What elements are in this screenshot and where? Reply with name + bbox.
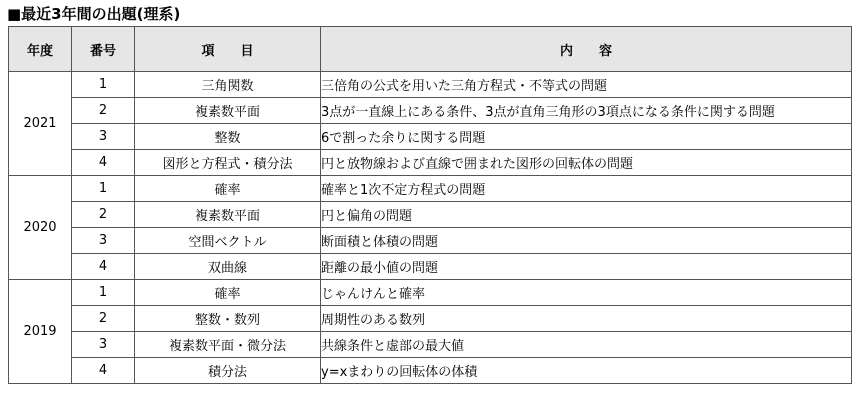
year-cell: 2019 <box>9 280 72 384</box>
table-row <box>9 150 852 176</box>
number-cell: 2 <box>72 306 135 332</box>
number-cell: 4 <box>72 254 135 280</box>
item-cell: 積分法 <box>135 358 321 384</box>
table-row <box>9 280 852 306</box>
year-cell: 2020 <box>9 176 72 280</box>
table-row <box>9 124 852 150</box>
number-cell: 3 <box>72 332 135 358</box>
number-cell: 3 <box>72 228 135 254</box>
item-cell: 確率 <box>135 280 321 306</box>
header-year: 年度 <box>9 27 72 72</box>
content-cell: 共線条件と虚部の最大値 <box>321 332 852 358</box>
table-row <box>9 176 852 202</box>
item-cell: 三角関数 <box>135 72 321 98</box>
number-cell: 2 <box>72 98 135 124</box>
content-cell: 6で割った余りに関する問題 <box>321 124 852 150</box>
number-cell: 3 <box>72 124 135 150</box>
number-cell: 1 <box>72 176 135 202</box>
content-cell: 断面積と体積の問題 <box>321 228 852 254</box>
number-cell: 2 <box>72 202 135 228</box>
table-row <box>9 228 852 254</box>
number-cell: 1 <box>72 72 135 98</box>
number-cell: 1 <box>72 280 135 306</box>
content-cell: 確率と1次不定方程式の問題 <box>321 176 852 202</box>
content-cell: 距離の最小値の問題 <box>321 254 852 280</box>
content-cell: 3点が一直線上にある条件、3点が直角三角形の3項点になる条件に関する問題 <box>321 98 852 124</box>
year-cell: 2021 <box>9 72 72 176</box>
page-title: ■最近3年間の出題(理系) <box>7 5 181 23</box>
number-cell: 4 <box>72 358 135 384</box>
item-cell: 複素数平面・微分法 <box>135 332 321 358</box>
item-cell: 双曲線 <box>135 254 321 280</box>
table-row <box>9 202 852 228</box>
number-cell: 4 <box>72 150 135 176</box>
item-cell: 図形と方程式・積分法 <box>135 150 321 176</box>
header-row <box>9 27 852 72</box>
table-row <box>9 332 852 358</box>
item-cell: 複素数平面 <box>135 202 321 228</box>
content-cell: じゃんけんと確率 <box>321 280 852 306</box>
table-row <box>9 358 852 384</box>
item-cell: 整数 <box>135 124 321 150</box>
table-row <box>9 254 852 280</box>
item-cell: 空間ベクトル <box>135 228 321 254</box>
content-cell: 周期性のある数列 <box>321 306 852 332</box>
header-item: 項 目 <box>135 27 321 72</box>
table-row <box>9 98 852 124</box>
header-content: 内 容 <box>321 27 852 72</box>
item-cell: 複素数平面 <box>135 98 321 124</box>
content-cell: y=xまわりの回転体の体積 <box>321 358 852 384</box>
item-cell: 確率 <box>135 176 321 202</box>
header-number: 番号 <box>72 27 135 72</box>
content-cell: 円と偏角の問題 <box>321 202 852 228</box>
exam-table <box>8 26 852 384</box>
item-cell: 整数・数列 <box>135 306 321 332</box>
content-cell: 円と放物線および直線で囲まれた図形の回転体の問題 <box>321 150 852 176</box>
table-row <box>9 306 852 332</box>
table-row <box>9 72 852 98</box>
content-cell: 三倍角の公式を用いた三角方程式・不等式の問題 <box>321 72 852 98</box>
